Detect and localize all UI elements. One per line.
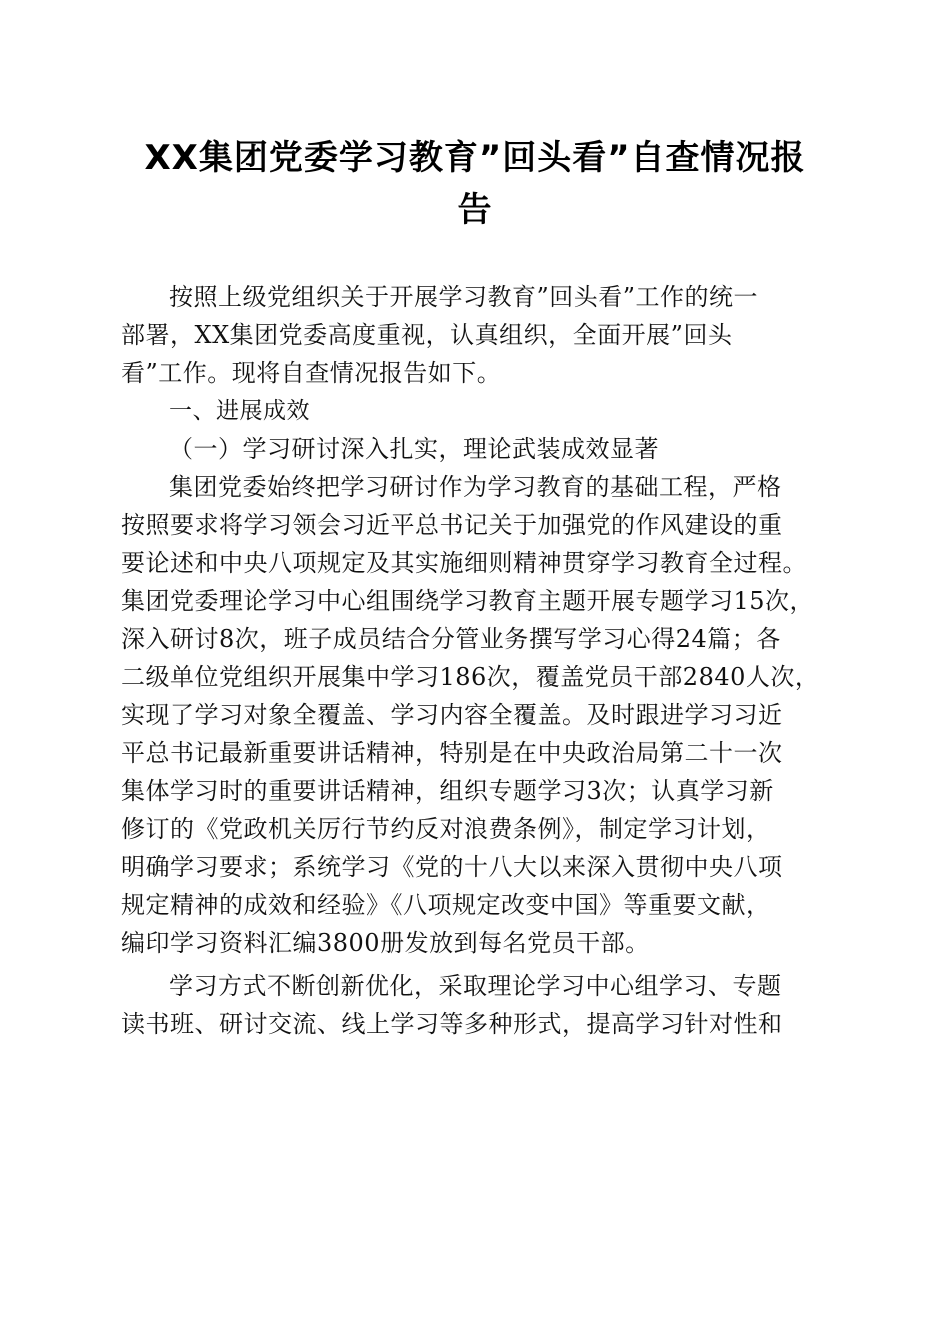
text-line: 深入研讨8次，班子成员结合分管业务撰写学习心得24篇；各 (121, 625, 781, 653)
text-line: 按照要求将学习领会习近平总书记关于加强党的作风建设的重 (121, 511, 783, 539)
text-line: 明确学习要求；系统学习《党的十八大以来深入贯彻中央八项 (121, 853, 783, 881)
title-line-2: 告 (457, 190, 493, 230)
subsection-heading: （一）学习研讨深入扎实，理论武装成效显著 (169, 435, 659, 463)
text-line: 集团党委始终把学习研讨作为学习教育的基础工程，严格 (169, 473, 782, 501)
text-line: 修订的《党政机关厉行节约反对浪费条例》，制定学习计划， (121, 815, 771, 843)
text-line: 集体学习时的重要讲话精神，组织专题学习3次；认真学习新 (121, 777, 774, 805)
body-paragraph-2 (121, 967, 833, 1043)
text-line: 学习方式不断创新优化，采取理论学习中心组学习、专题 (169, 972, 782, 1000)
text-line: 集团党委理论学习中心组围绕学习教育主题开展专题学习15次， (121, 587, 815, 615)
text-line: 读书班、研讨交流、线上学习等多种形式，提高学习针对性和 (121, 1010, 783, 1038)
document-body (121, 278, 833, 1043)
text-line: 二级单位党组织开展集中学习186次，覆盖党员干部2840人次， (121, 663, 820, 691)
text-line: 要论述和中央八项规定及其实施细则精神贯穿学习教育全过程。 (121, 549, 807, 577)
text-line: 看”工作。现将自查情况报告如下。 (121, 359, 502, 387)
text-line: 部署，XX集团党委高度重视，认真组织，全面开展”回头 (121, 321, 733, 349)
intro-paragraph (121, 278, 833, 392)
text-line: 编印学习资料汇编3800册发放到每名党员干部。 (121, 929, 650, 957)
section-heading: 一、进展成效 (169, 398, 310, 424)
text-line: 平总书记最新重要讲话精神，特别是在中央政治局第二十一次 (121, 739, 783, 767)
title-line-1: XX集团党委学习教育”回头看”自查情况报 (144, 138, 806, 178)
text-line: 规定精神的成效和经验》《八项规定改变中国》等重要文献， (121, 891, 771, 919)
text-line: 实现了学习对象全覆盖、学习内容全覆盖。及时跟进学习习近 (121, 701, 783, 729)
document-title (100, 132, 850, 236)
text-line: 按照上级党组织关于开展学习教育”回头看”工作的统一 (169, 283, 759, 311)
body-paragraph-1 (121, 468, 833, 962)
